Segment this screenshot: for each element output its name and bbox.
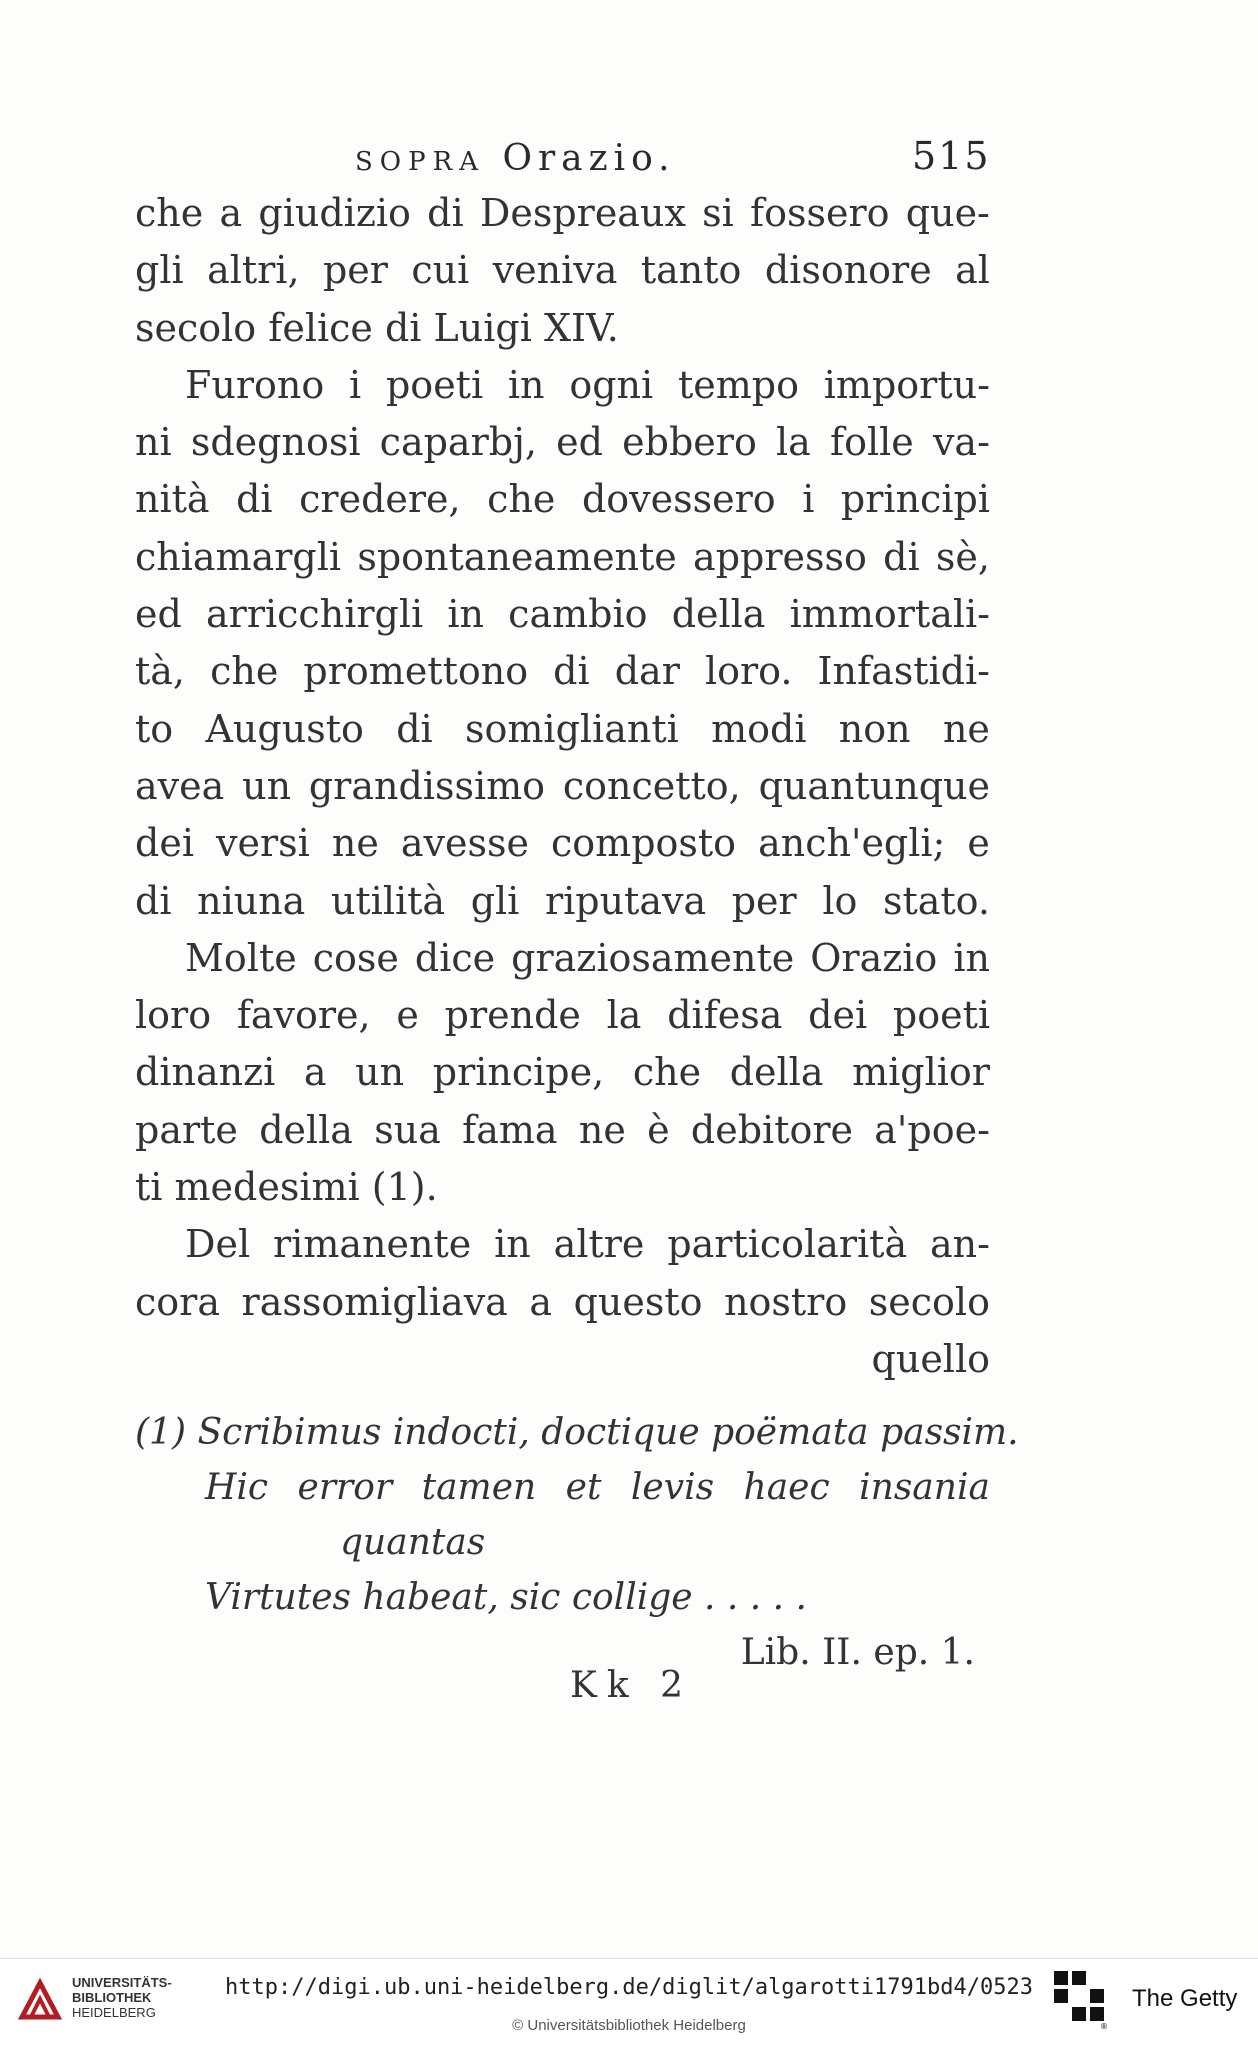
viewer-footer [0,1958,1258,2048]
footnote-line: Virtutes habeat, sic collige . . . . . [205,1577,807,1618]
permalink-url[interactable]: http://digi.ub.uni-heidelberg.de/diglit/algarotti1791bd4/0523 [225,1975,1033,2000]
running-title-name: Orazio. [502,138,676,179]
text-line: che a giudizio di Despreaux si fossero que- [135,191,990,235]
main-text [135,185,990,1388]
library-name-line: UNIVERSITÄTS- [72,1975,172,1990]
text-line: dei versi ne avesse composto anch'egli; e [135,821,990,866]
getty-label: The Getty [1132,1985,1238,2012]
catchword: quello [871,1336,990,1381]
footnote-line: (1) Scribimus indocti, doctique poëmata passim. [135,1412,1019,1453]
footnote-line: quantas [340,1522,486,1563]
text-line: di niuna utilità gli riputava per lo stato. [135,878,990,923]
text-line: secolo felice di Luigi XIV. [135,305,619,350]
text-line: Furono i poeti in ogni tempo importu- [185,362,990,407]
text-line: gli altri, per cui veniva tanto disonore al [135,248,990,293]
running-title-prefix: SOPRA [355,147,485,177]
footnote-reference: Lib. II. ep. 1. [740,1632,975,1673]
footnote-line: Hic error tamen et levis haec insania [205,1467,990,1508]
text-line: loro favore, e prende la difesa dei poeti [135,993,990,1038]
text-line: Molte cose dice graziosamente Orazio in [185,935,990,980]
text-line: avea un grandissimo concetto, quantunque [135,763,990,808]
text-line: Del rimanente in altre particolarità an- [185,1222,990,1267]
library-name-line: HEIDELBERG [72,2005,156,2020]
text-line: ti medesimi (1). [135,1165,438,1210]
signature-mark: Kk 2 [570,1665,694,1706]
text-line: ed arricchirgli in cambio della immortali- [135,592,990,637]
footnote [135,1405,1019,1680]
page-number: 515 [912,134,991,178]
text-line: cora rassomigliava a questo nostro secolo [135,1279,990,1324]
text-line: ni sdegnosi caparbj, ed ebbero la folle va- [135,420,990,465]
text-line: chiamargli spontaneamente appresso di sè, [135,534,990,579]
text-line: tà, che promettono di dar loro. Infastidi- [135,649,990,694]
library-name-line: BIBLIOTHEK [72,1990,152,2005]
svg-text:®: ® [1100,2022,1108,2031]
text-line: parte della sua fama ne è debitore a'poe- [135,1107,990,1152]
text-line: nità di credere, che dovessero i principi [135,477,990,522]
getty-logo-icon [1052,1969,1108,2031]
copyright-notice: © Universitätsbibliothek Heidelberg [512,2017,746,2034]
text-line: dinanzi a un principe, che della miglior [135,1050,990,1095]
running-title [355,138,676,179]
text-line: to Augusto di somiglianti modi non ne [135,706,990,751]
